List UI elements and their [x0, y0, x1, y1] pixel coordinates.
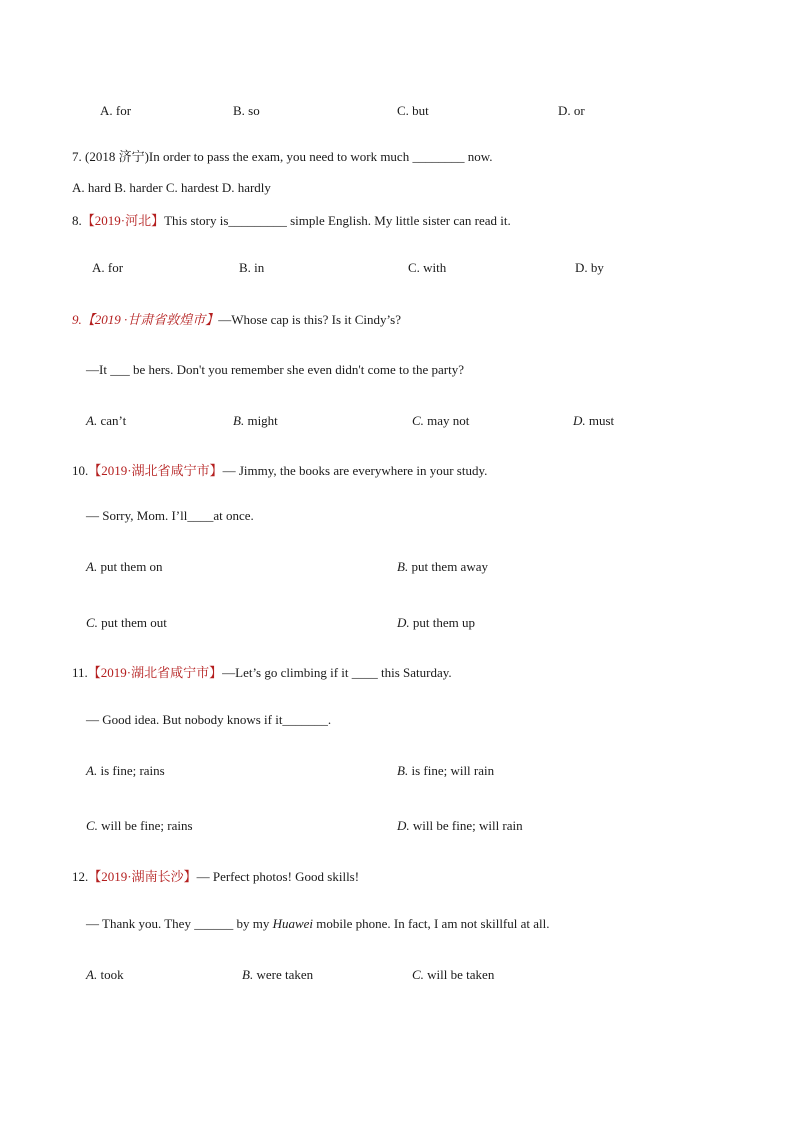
q11-option-c-text: will be fine; rains: [101, 818, 193, 833]
q11-option-b: [397, 763, 494, 779]
q12-line2-pre: — Thank you. They ______ by my: [86, 916, 273, 931]
q9-option-b: [233, 413, 278, 429]
q9-option-d: [573, 413, 614, 429]
q8-option-a: A. for: [92, 260, 124, 275]
q10-stem: — Jimmy, the books are everywhere in your study.: [222, 463, 488, 478]
q10-option-c: [86, 615, 167, 631]
q8-stem-line: [72, 213, 511, 229]
q8-option-d: D. by: [575, 260, 604, 275]
q10-source-tag: 【2019·湖北省咸宁市】: [88, 463, 223, 478]
q11-option-b-letter: B.: [397, 763, 409, 778]
q8-stem: This story is_________ simple English. My little sister can read it.: [164, 213, 511, 228]
q11-option-d-letter: D.: [397, 818, 410, 833]
q10-number: 10.: [72, 463, 89, 478]
q7-stem: 7. (2018 济宁)In order to pass the exam, you need to work much ________ now.: [72, 149, 493, 164]
q11-option-a-letter: A.: [86, 763, 98, 778]
q9-option-d-text: must: [588, 413, 615, 428]
q10-option-a: [86, 559, 163, 575]
q8-option-c: C. with: [408, 260, 447, 275]
q10-option-d: [397, 615, 475, 631]
q12-option-c: [412, 967, 494, 983]
q11-option-d: [397, 818, 523, 834]
q8-option-b: B. in: [239, 260, 265, 275]
q9-option-d-letter: D.: [573, 413, 586, 428]
q9-option-b-letter: B.: [233, 413, 245, 428]
q10-option-b-letter: B.: [397, 559, 409, 574]
q9-option-a-letter: A.: [86, 413, 98, 428]
q11-option-c: [86, 818, 193, 834]
q11-source-tag: 【2019·湖北省咸宁市】: [87, 665, 223, 680]
q11-line2: — Good idea. But nobody knows if it_______.: [86, 712, 332, 727]
q11-number: 11.: [72, 665, 88, 680]
q9-stem-line: [72, 312, 401, 328]
q12-stem: — Perfect photos! Good skills!: [196, 869, 360, 884]
q7-options: A. hard B. harder C. hardest D. hardly: [72, 180, 271, 195]
q9-option-c-letter: C.: [412, 413, 424, 428]
q11-stem-line: [72, 665, 452, 681]
q11-option-a: [86, 763, 165, 779]
q11-option-d-text: will be fine; will rain: [412, 818, 523, 833]
q12-option-a-letter: A.: [86, 967, 98, 982]
q9-option-a: [86, 413, 126, 429]
q9-option-c-text: may not: [427, 413, 470, 428]
q10-stem-line: [72, 463, 487, 479]
q10-option-a-letter: A.: [86, 559, 98, 574]
q10-option-d-letter: D.: [397, 615, 410, 630]
q12-option-b: [242, 967, 313, 983]
q10-option-c-text: put them out: [101, 615, 167, 630]
q12-brand-name: Huawei: [272, 916, 314, 931]
q8-number: 8.: [72, 213, 82, 228]
q10-option-d-text: put them up: [412, 615, 475, 630]
q11-option-c-letter: C.: [86, 818, 98, 833]
q12-source-tag: 【2019·湖南长沙】: [88, 869, 197, 884]
q11-option-a-text: is fine; rains: [100, 763, 165, 778]
q6-option-a: A. for: [100, 103, 132, 118]
q6-option-c: C. but: [397, 103, 429, 118]
q10-option-a-text: put them on: [100, 559, 163, 574]
q10-option-b-text: put them away: [411, 559, 488, 574]
q10-option-c-letter: C.: [86, 615, 98, 630]
q9-line2: —It ___ be hers. Don't you remember she even didn't come to the party?: [86, 362, 464, 377]
q10-option-b: [397, 559, 488, 575]
q9-number: 9.: [72, 312, 82, 327]
q9-stem: —Whose cap is this? Is it Cindy’s?: [218, 312, 401, 327]
q11-stem: —Let’s go climbing if it ____ this Saturday.: [222, 665, 452, 680]
q9-option-b-text: might: [247, 413, 278, 428]
q8-source-tag: 【2019·河北】: [81, 213, 165, 228]
q12-option-a: [86, 967, 124, 983]
q6-option-b: B. so: [233, 103, 260, 118]
q12-stem-line: [72, 869, 359, 885]
q12-option-b-letter: B.: [242, 967, 254, 982]
q12-option-c-text: will be taken: [427, 967, 495, 982]
q12-option-b-text: were taken: [256, 967, 314, 982]
q9-option-a-text: can’t: [100, 413, 127, 428]
q12-line2-post: mobile phone. In fact, I am not skillful at all.: [313, 916, 550, 931]
q6-option-d: D. or: [558, 103, 585, 118]
q11-option-b-text: is fine; will rain: [411, 763, 495, 778]
q12-line2: [86, 916, 550, 932]
q12-option-a-text: took: [100, 967, 124, 982]
q9-option-c: [412, 413, 469, 429]
q12-option-c-letter: C.: [412, 967, 424, 982]
q10-line2: — Sorry, Mom. I’ll____at once.: [86, 508, 254, 523]
q9-source-tag: 【2019 ·甘肃省敦煌市】: [81, 312, 219, 327]
q12-number: 12.: [72, 869, 89, 884]
